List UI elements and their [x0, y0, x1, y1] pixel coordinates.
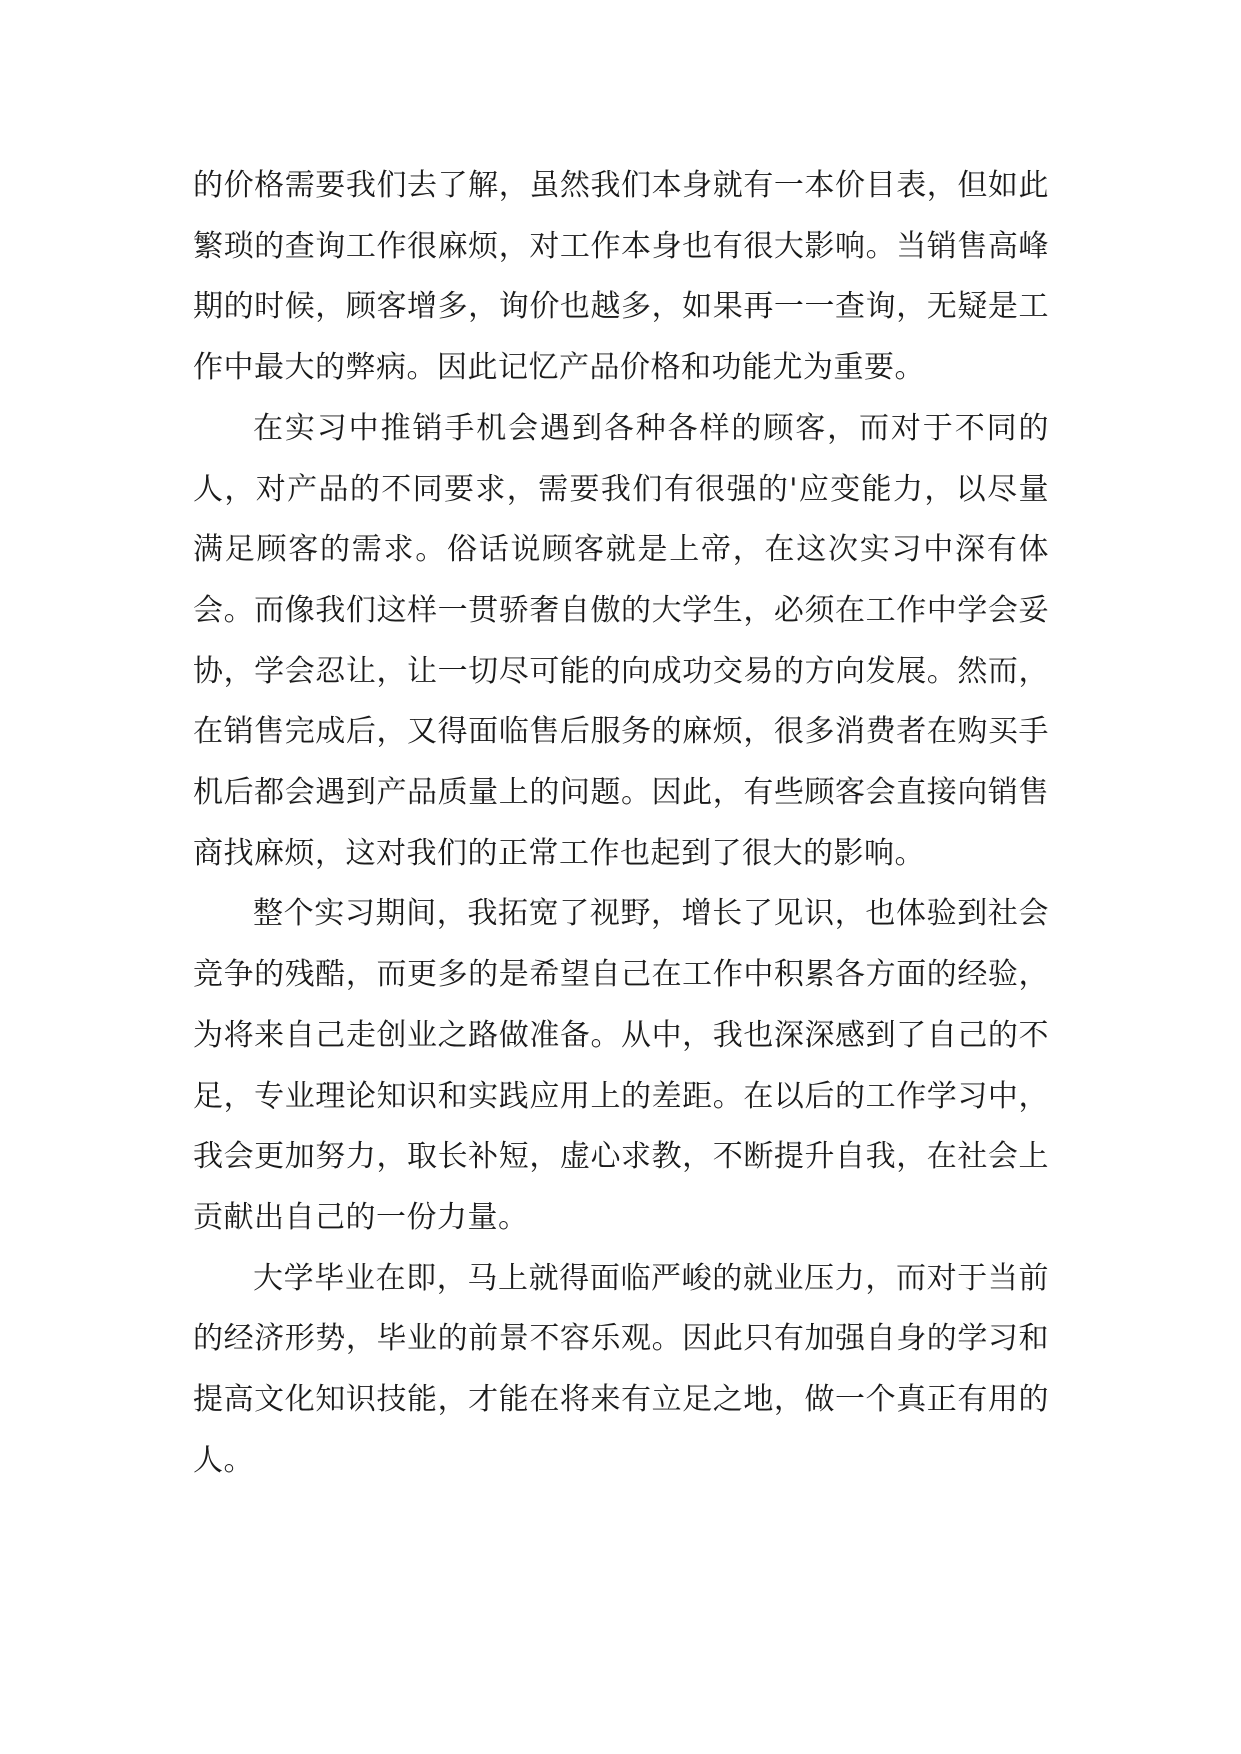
document-body	[193, 156, 1049, 1491]
paragraph-3: 整个实习期间，我拓宽了视野，增长了见识，也体验到社会竞争的残酷，而更多的是希望自己在工作中积累各方面的经验，为将来自己走创业之路做准备。从中，我也深深感到了自己的不足，专业理论知识和实践应用上的差距。在以后的工作学习中，我会更加努力，取长补短，虚心求教，不断提升自我，在社会上贡献出自己的一份力量。	[193, 896, 1049, 1235]
paragraph-2: 在实习中推销手机会遇到各种各样的顾客，而对于不同的人，对产品的不同要求，需要我们有很强的'应变能力，以尽量满足顾客的需求。俗话说顾客就是上帝，在这次实习中深有体会。而像我们这样一贯骄奢自傲的大学生，必须在工作中学会妥协，学会忍让，让一切尽可能的向成功交易的方向发展。然而，在销售完成后，又得面临售后服务的麻烦，很多消费者在购买手机后都会遇到产品质量上的问题。因此，有些顾客会直接向销售商找麻烦，这对我们的正常工作也起到了很大的影响。	[193, 410, 1049, 871]
paragraph-1: 的价格需要我们去了解，虽然我们本身就有一本价目表，但如此繁琐的查询工作很麻烦，对工作本身也有很大影响。当销售高峰期的时候，顾客增多，询价也越多，如果再一一查询，无疑是工作中最大的弊病。因此记忆产品价格和功能尤为重要。	[193, 168, 1049, 386]
paragraph-4: 大学毕业在即，马上就得面临严峻的就业压力，而对于当前的经济形势，毕业的前景不容乐观。因此只有加强自身的学习和提高文化知识技能，才能在将来有立足之地，做一个真正有用的人。	[193, 1260, 1049, 1478]
